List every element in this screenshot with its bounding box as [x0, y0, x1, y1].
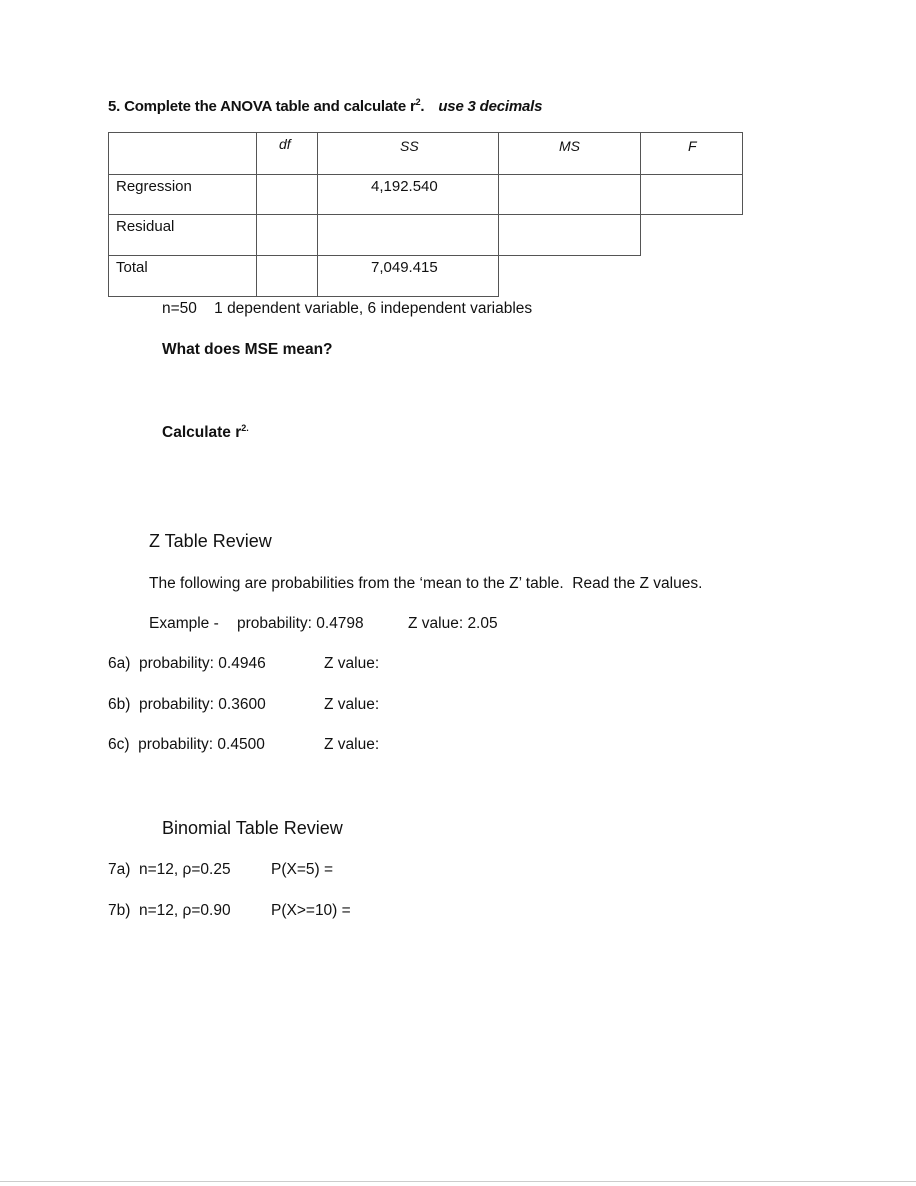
q6b-z: Z value:: [324, 696, 380, 713]
q6b-label: 6b) probability: 0.3600: [108, 696, 266, 713]
table-border-top: [108, 132, 743, 133]
table-col-1: [256, 132, 257, 297]
table-col-4: [640, 132, 641, 256]
table-border-row1: [108, 174, 743, 175]
table-col-0: [108, 132, 109, 297]
z-table-instructions: The following are probabilities from the ‘mean to the Z’ table. Read the Z values.: [149, 575, 703, 592]
header-ss: SS: [400, 138, 419, 154]
z-example-label: Example -: [149, 615, 219, 632]
z-table-heading: Z Table Review: [149, 531, 272, 551]
calculate-r2: [162, 424, 249, 442]
q6c-z: Z value:: [324, 736, 380, 753]
sample-info: n=50 1 dependent variable, 6 independent variables: [162, 300, 533, 317]
header-ms: MS: [559, 138, 580, 154]
question-5-period: .: [420, 98, 425, 115]
question-5-title: [108, 98, 542, 115]
q7a-label: 7a) n=12, ρ=0.25: [108, 861, 231, 878]
binomial-heading: Binomial Table Review: [162, 818, 343, 838]
question-5-note: use 3 decimals: [438, 98, 543, 115]
header-df: df: [279, 136, 291, 152]
header-f: F: [688, 138, 697, 154]
calculate-r2-sup: 2.: [241, 423, 249, 433]
table-col-3: [498, 132, 499, 297]
q7b-label: 7b) n=12, ρ=0.90: [108, 902, 231, 919]
question-5-text: 5. Complete the ANOVA table and calculate r: [108, 98, 416, 115]
page-bottom-divider: [0, 1181, 916, 1182]
q6a-z: Z value:: [324, 655, 380, 672]
mse-question: What does MSE mean?: [162, 341, 333, 358]
row-regression-ss: 4,192.540: [371, 178, 438, 195]
table-col-5: [742, 132, 743, 215]
q6c-label: 6c) probability: 0.4500: [108, 736, 265, 753]
z-example-probability: probability: 0.4798: [237, 615, 364, 632]
table-border-row3: [108, 255, 641, 256]
q7b-expr: P(X>=10) =: [271, 902, 351, 919]
row-regression-label: Regression: [116, 178, 192, 195]
table-border-bottom: [108, 296, 499, 297]
table-border-row2: [108, 214, 743, 215]
table-col-2: [317, 132, 318, 297]
calculate-r2-text: Calculate r: [162, 424, 242, 441]
z-example-value: Z value: 2.05: [408, 615, 498, 632]
q7a-expr: P(X=5) =: [271, 861, 334, 878]
row-total-label: Total: [116, 259, 148, 276]
row-residual-label: Residual: [116, 218, 175, 235]
q6a-label: 6a) probability: 0.4946: [108, 655, 266, 672]
row-total-ss: 7,049.415: [371, 259, 438, 276]
question-5-sup: 2: [415, 97, 421, 107]
